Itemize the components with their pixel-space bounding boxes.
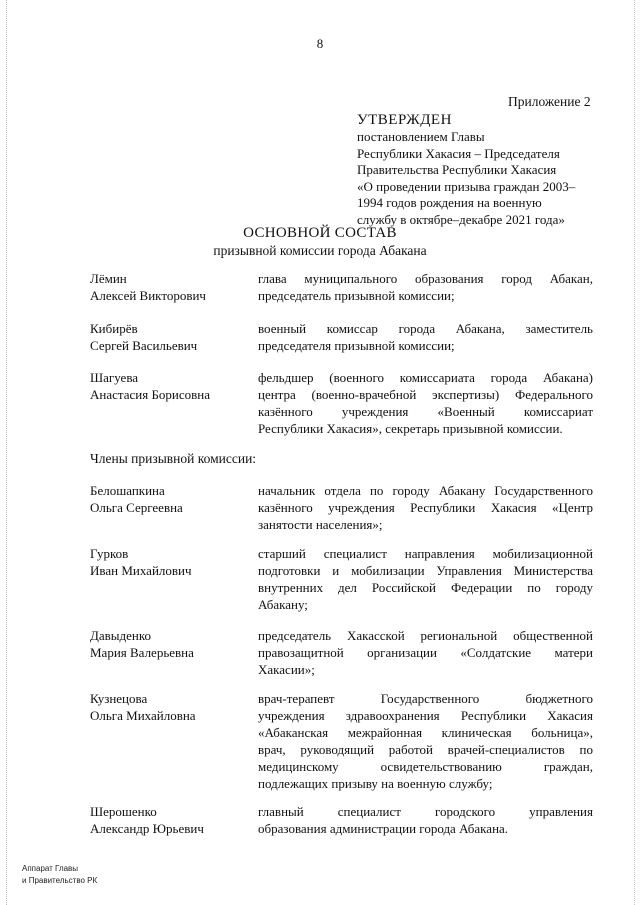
- person-role: [258, 545, 593, 613]
- person-surname: Кибирёв: [90, 321, 138, 336]
- person-given-names: Мария Валерьевна: [90, 645, 194, 660]
- approval-line: Республики Хакасия – Председателя: [357, 145, 560, 161]
- role-line: Абакану;: [258, 597, 308, 612]
- person-name: [90, 627, 250, 661]
- role-line: центра (военно-врачебной экспертизы) Федерального: [258, 387, 593, 402]
- role-line: глава муниципального образования город Абакан,: [258, 271, 593, 286]
- role-line: занятости населения»;: [258, 517, 383, 532]
- role-line: главный специалист городского управления: [258, 804, 593, 819]
- footer-stamp-line: и Правительство РК: [22, 876, 98, 885]
- person-surname: Лёмин: [90, 271, 127, 286]
- approval-line: постановлением Главы: [357, 129, 485, 144]
- person-role: [258, 482, 593, 533]
- role-line: военный комиссар города Абакана, заместитель: [258, 321, 593, 336]
- scan-edge-left: [6, 0, 8, 905]
- approval-line: «О проведении призыва граждан 2003–: [357, 178, 576, 194]
- role-line: правозащитной организации «Солдатские матери: [258, 645, 593, 660]
- document-subtitle: призывной комиссии города Абакана: [213, 243, 427, 258]
- person-given-names: Сергей Васильевич: [90, 338, 198, 353]
- person-name: [90, 690, 250, 724]
- members-heading: Члены призывной комиссии:: [90, 451, 257, 466]
- person-role: [258, 320, 593, 354]
- person-name: [90, 369, 250, 403]
- person-surname: Давыденко: [90, 628, 152, 643]
- person-given-names: Ольга Сергеевна: [90, 500, 183, 515]
- person-role: [258, 369, 593, 437]
- approval-line: 1994 годов рождения на военную: [357, 195, 542, 210]
- role-line: образования администрации города Абакана.: [258, 821, 509, 836]
- person-name: [90, 482, 250, 516]
- role-line: председателя призывной комиссии;: [258, 338, 455, 353]
- role-line: председатель призывной комиссии;: [258, 288, 455, 303]
- role-line: председатель Хакасской региональной общественной: [258, 628, 593, 643]
- person-name: [90, 270, 250, 304]
- role-line: врач, руководящий работой врачей-специалистов по: [258, 742, 593, 757]
- role-line: Хакасии»;: [258, 662, 315, 677]
- person-role: [258, 690, 593, 792]
- approval-line: Правительства Республики Хакасия: [357, 162, 557, 177]
- person-name: [90, 803, 250, 837]
- role-line: подготовки и мобилизации Управления Министерства: [258, 563, 593, 578]
- role-line: подлежащих призыву на военную службу;: [258, 776, 493, 791]
- appendix-label: Приложение 2: [508, 94, 591, 109]
- person-role: [258, 627, 593, 678]
- approval-line: службу в октябре–декабре 2021 года»: [357, 211, 565, 227]
- person-name: [90, 320, 250, 354]
- page-number: 8: [316, 36, 324, 51]
- person-given-names: Ольга Михайловна: [90, 708, 196, 723]
- person-role: [258, 803, 593, 837]
- person-role: [258, 270, 593, 304]
- footer-stamp-line: Аппарат Главы: [22, 864, 79, 873]
- role-line: врач-терапевт Государственного бюджетного: [258, 691, 593, 706]
- person-surname: Белошапкина: [90, 483, 165, 498]
- person-given-names: Анастасия Борисовна: [90, 387, 211, 402]
- scan-edge-right: [634, 0, 636, 905]
- person-given-names: Александр Юрьевич: [90, 821, 204, 836]
- role-line: казённого учреждения Республики Хакасия «Центр: [258, 500, 593, 515]
- role-line: фельдшер (военного комиссариата города Абакана): [258, 370, 593, 385]
- approval-block: [357, 111, 597, 228]
- role-line: Республики Хакасия», секретарь призывной комиссии.: [258, 421, 563, 436]
- role-line: казённого учреждения «Военный комиссариат: [258, 404, 593, 419]
- document-title: ОСНОВНОЙ СОСТАВ: [243, 225, 397, 241]
- role-line: «Абаканская межрайонная клиническая больница»,: [258, 725, 593, 740]
- role-line: внутренних дел Российской Федерации по городу: [258, 580, 593, 595]
- role-line: учреждения здравоохранения Республики Хакасия: [258, 708, 593, 723]
- footer-stamp: [22, 863, 97, 887]
- person-name: [90, 545, 250, 579]
- person-surname: Кузнецова: [90, 691, 148, 706]
- role-line: медицинскому освидетельствованию граждан,: [258, 759, 593, 774]
- role-line: начальник отдела по городу Абакану Государственного: [258, 483, 593, 498]
- approval-heading: УТВЕРЖДЕН: [357, 112, 452, 128]
- person-given-names: Алексей Викторович: [90, 288, 206, 303]
- person-surname: Шерошенко: [90, 804, 157, 819]
- person-given-names: Иван Михайлович: [90, 563, 192, 578]
- person-surname: Гурков: [90, 546, 129, 561]
- person-surname: Шагуева: [90, 370, 139, 385]
- role-line: старший специалист направления мобилизационной: [258, 546, 593, 561]
